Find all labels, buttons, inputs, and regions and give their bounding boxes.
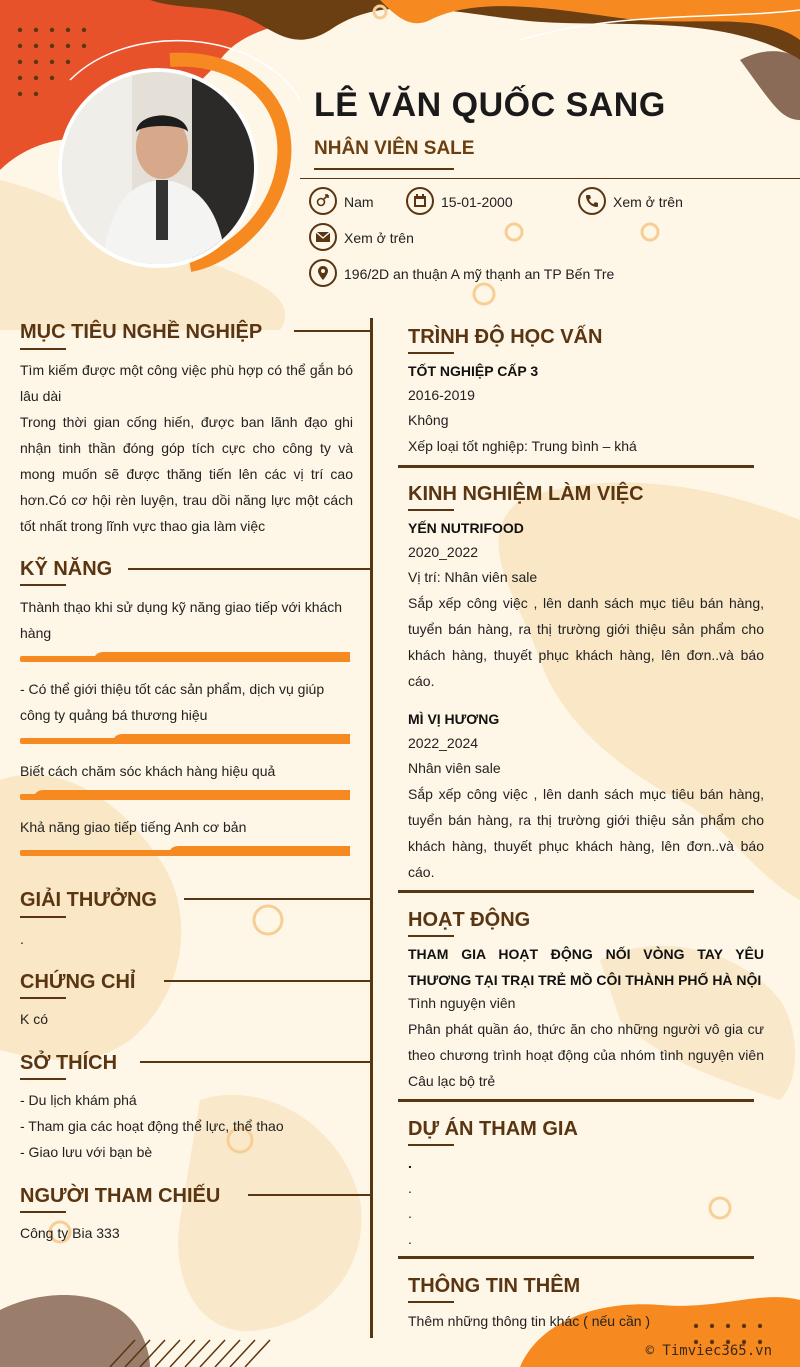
skill-label: Biết cách chăm sóc khách hàng hiệu quả	[20, 763, 276, 779]
more-info-underline	[408, 1301, 454, 1303]
activity-description: Phân phát quần áo, thức ăn cho những người vô gia cư theo chương trình hoạt động của nhóm tình nguyện viên Câu lạc bộ trẻ	[408, 1021, 764, 1089]
job-company: MÌ VỊ HƯƠNG	[408, 711, 500, 727]
skills-rule	[128, 568, 372, 570]
activities-divider	[398, 1099, 754, 1102]
job-position: Vị trí: Nhân viên sale	[408, 569, 538, 585]
title-underline	[314, 168, 454, 170]
references-text: Công ty Bia 333	[20, 1225, 120, 1241]
activities-title: HOẠT ĐỘNG	[408, 909, 531, 931]
calendar-icon	[406, 187, 434, 215]
experience-title: KINH NGHIỆM LÀM VIỆC	[408, 483, 644, 505]
hobbies-rule	[140, 1061, 372, 1063]
skill-bar-fill	[93, 652, 350, 662]
activity-role: Tình nguyện viên	[408, 995, 516, 1011]
objective-title: MỤC TIÊU NGHỀ NGHIỆP	[20, 321, 263, 343]
project-item: .	[408, 1231, 412, 1247]
certificates-title: CHỨNG CHỈ	[20, 971, 136, 993]
candidate-name: LÊ VĂN QUỐC SANG	[314, 86, 666, 124]
skill-bar	[20, 794, 350, 800]
projects-divider	[398, 1256, 754, 1259]
job-period: 2022_2024	[408, 735, 479, 751]
education-school: TỐT NGHIỆP CẤP 3	[408, 363, 539, 379]
objective-rule	[294, 330, 372, 332]
skills-title: KỸ NĂNG	[20, 558, 113, 580]
education-major: Không	[408, 412, 449, 428]
awards-text: .	[20, 931, 24, 947]
skill-label: Thành thạo khi sử dụng kỹ năng giao tiếp với khách hàng	[20, 599, 343, 641]
job-position: Nhân viên sale	[408, 760, 501, 776]
job-title: NHÂN VIÊN SALE	[314, 138, 475, 159]
education-title: TRÌNH ĐỘ HỌC VẤN	[408, 326, 603, 348]
gender-value: Nam	[344, 194, 374, 210]
phone-icon	[578, 187, 606, 215]
projects-underline	[408, 1144, 454, 1146]
watermark: © Timviec365.vn	[645, 1343, 772, 1359]
header-divider	[300, 178, 800, 179]
hobbies-title: SỞ THÍCH	[20, 1052, 118, 1074]
projects-title: DỰ ÁN THAM GIA	[408, 1118, 578, 1140]
skill-label: Khả năng giao tiếp tiếng Anh cơ bản	[20, 819, 247, 835]
education-underline	[408, 352, 454, 354]
skill-bar	[20, 656, 350, 662]
awards-rule	[184, 898, 372, 900]
activities-underline	[408, 935, 454, 937]
skill-bar-fill	[168, 846, 350, 856]
email-value: Xem ở trên	[344, 230, 414, 246]
skill-bar	[20, 738, 350, 744]
certificates-underline	[20, 997, 66, 999]
references-underline	[20, 1211, 66, 1213]
more-info-text: Thêm những thông tin khác ( nếu cần )	[408, 1313, 651, 1329]
profile-photo	[58, 68, 258, 268]
email-icon	[309, 223, 337, 251]
references-rule	[248, 1194, 372, 1196]
awards-underline	[20, 916, 66, 918]
gender-icon	[309, 187, 337, 215]
objective-underline	[20, 348, 66, 350]
project-item: .	[408, 1155, 412, 1171]
hobby-item: - Du lịch khám phá	[20, 1092, 137, 1108]
job-description: Sắp xếp công việc , lên danh sách mục tiêu bán hàng, tuyển bán hàng, ra thị trường giới thiệu sản phẩm cho khách hàng, thuyết phục khách hàng, lên đơn..và báo cáo.	[408, 595, 764, 689]
references-title: NGƯỜI THAM CHIẾU	[20, 1185, 221, 1207]
skill-bar	[20, 850, 350, 856]
objective-text: Tìm kiếm được một công việc phù hợp có thể gắn bó lâu dài Trong thời gian cống hiến, được ban lãnh đạo ghi nhận tinh thần đóng góp tích cực cho công ty và mong muốn sẽ được thăng tiến lên các vị trí cao hơn.Có cơ hội rèn luyện, trau dồi năng lực một cách tốt nhất trong lĩnh vực thao gia làm việc	[20, 362, 353, 534]
column-divider	[370, 318, 373, 1338]
phone-value: Xem ở trên	[613, 194, 683, 210]
location-icon	[309, 259, 337, 287]
education-period: 2016-2019	[408, 387, 475, 403]
birthday-value: 15-01-2000	[441, 194, 513, 210]
skill-bar-fill	[33, 790, 350, 800]
job-company: YẾN NUTRIFOOD	[408, 520, 524, 536]
skill-bar-fill	[112, 734, 350, 744]
education-grade: Xếp loại tốt nghiệp: Trung bình – khá	[408, 438, 637, 454]
project-item: .	[408, 1205, 412, 1221]
certificates-rule	[164, 980, 372, 982]
activity-org: THAM GIA HOẠT ĐỘNG NỐI VÒNG TAY YÊU THƯƠNG TẠI TRẠI TRẺ MỒ CÔI THÀNH PHỐ HÀ NỘI	[408, 946, 764, 988]
hobby-item: - Tham gia các hoạt động thể lực, thể thao	[20, 1118, 284, 1134]
job-period: 2020_2022	[408, 544, 479, 560]
hobby-item: - Giao lưu với bạn bè	[20, 1144, 153, 1160]
skill-label: - Có thể giới thiệu tốt các sản phẩm, dịch vụ giúp công ty quảng bá thương hiệu	[20, 681, 325, 723]
more-info-title: THÔNG TIN THÊM	[408, 1275, 581, 1297]
address-value: 196/2D an thuận A mỹ thạnh an TP Bến Tre	[344, 266, 615, 282]
experience-underline	[408, 509, 454, 511]
job-description: Sắp xếp công việc , lên danh sách mục tiêu bán hàng, tuyển bán hàng, ra thị trường giới thiệu sản phẩm cho khách hàng, thuyết phục khách hàng, lên đơn..và báo cáo.	[408, 786, 764, 880]
education-divider	[398, 465, 754, 468]
experience-divider	[398, 890, 754, 893]
certificates-text: K có	[20, 1011, 49, 1027]
skills-underline	[20, 584, 66, 586]
awards-title: GIẢI THƯỞNG	[20, 889, 157, 911]
project-item: .	[408, 1180, 412, 1196]
hobbies-underline	[20, 1078, 66, 1080]
